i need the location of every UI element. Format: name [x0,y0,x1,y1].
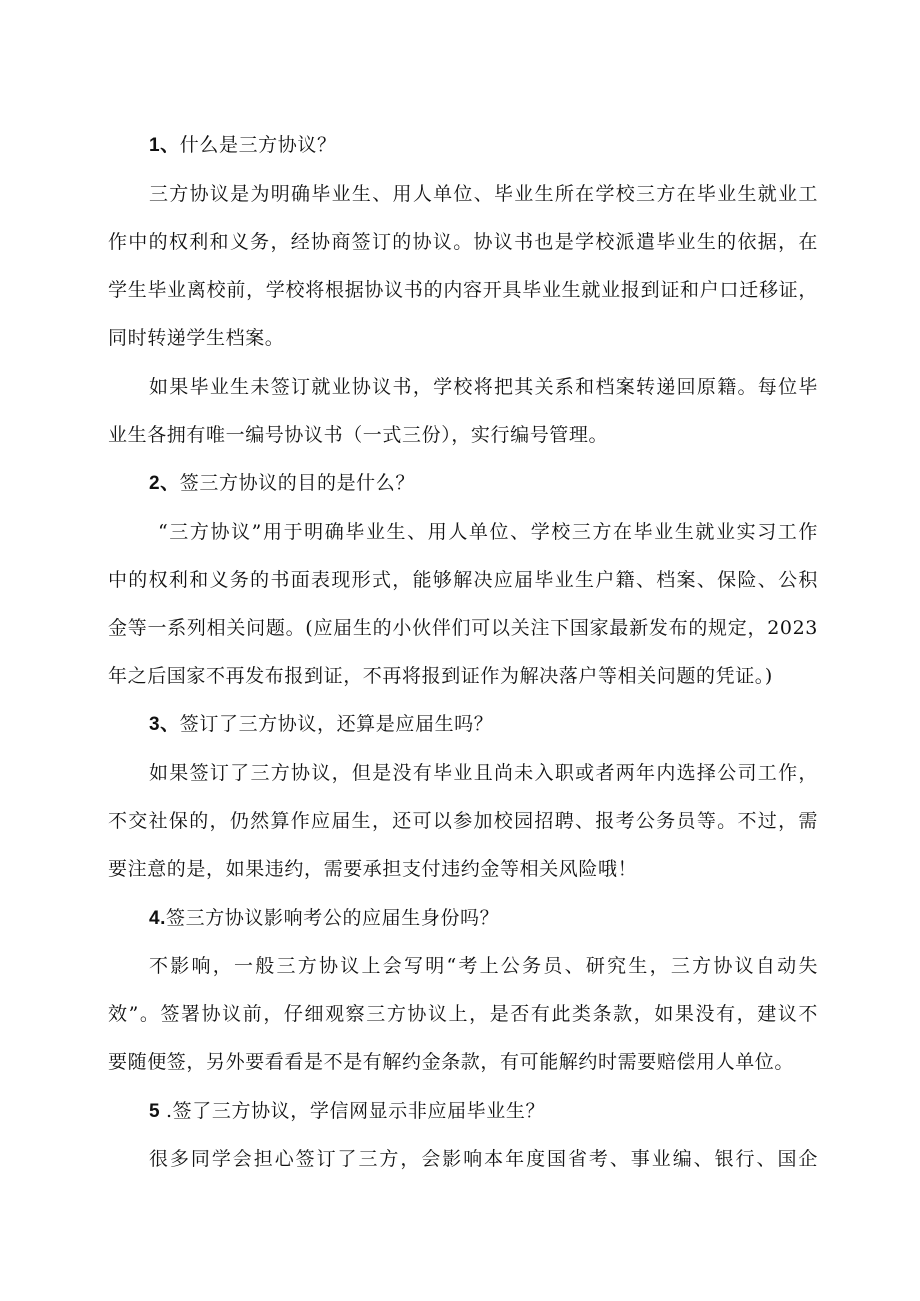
paragraph-line: 不影响，一般三方协议上会写明“考上公务员、研究生，三方协议自动失 [149,955,818,977]
paragraph-line: 业生各拥有唯一编号协议书（一式三份），实行编号管理。 [108,424,609,446]
paragraph-line: 金等一系列相关问题。(应届生的小伙伴们可以关注下国家最新发布的规定，2023 [108,617,818,639]
question-number: 3、 [149,714,180,735]
question-4-heading [149,906,859,931]
question-text: 签三方协议的目的是什么？ [179,472,415,494]
paragraph-line: 三方协议是为明确毕业生、用人单位、毕业生所在学校三方在毕业生就业工 [149,183,818,205]
paragraph-line: 同时转递学生档案。 [108,327,285,349]
paragraph-line: 效”。签署协议前，仔细观察三方协议上，是否有此类条款，如果没有，建议不 [108,1003,818,1025]
paragraph-line: 中的权利和义务的书面表现形式，能够解决应届毕业生户籍、档案、保险、公积 [108,569,818,591]
question-text: 什么是三方协议？ [179,134,337,156]
question-3-heading [149,712,859,737]
question-number: 5 [149,1101,167,1122]
paragraph-line: 如果毕业生未签订就业协议书，学校将把其关系和档案转递回原籍。每位毕 [149,376,818,398]
paragraph-line: 不交社保的，仍然算作应届生，还可以参加校园招聘、报考公务员等。不过，需 [108,810,818,832]
paragraph-line: 年之后国家不再发布报到证，不再将报到证作为解决落户等相关问题的凭证。) [108,665,773,687]
question-number: 4. [149,908,167,929]
paragraph-line: 作中的权利和义务，经协商签订的协议。协议书也是学校派遣毕业生的依据，在 [108,231,818,253]
question-text: 签三方协议影响考公的应届生身份吗？ [166,907,500,929]
question-2-heading [149,471,859,496]
question-number: 2、 [149,473,180,494]
paragraph-line: 很多同学会担心签订了三方，会影响本年度国省考、事业编、银行、国企 [149,1148,818,1170]
question-text: .签了三方协议，学信网显示非应届毕业生？ [166,1100,546,1122]
paragraph-line: 学生毕业离校前，学校将根据协议书的内容开具毕业生就业报到证和户口迁移证， [108,279,818,301]
question-1-heading [149,133,859,158]
question-5-heading [149,1099,859,1124]
paragraph-line: “三方协议”用于明确毕业生、用人单位、学校三方在毕业生就业实习工作 [158,521,818,543]
question-text: 签订了三方协议，还算是应届生吗？ [179,713,494,735]
question-number: 1、 [149,135,180,156]
paragraph-line: 要注意的是，如果违约，需要承担支付违约金等相关风险哦！ [108,858,638,880]
paragraph-line: 如果签订了三方协议，但是没有毕业且尚未入职或者两年内选择公司工作， [149,762,818,784]
paragraph-line: 要随便签，另外要看看是不是有解约金条款，有可能解约时需要赔偿用人单位。 [108,1051,795,1073]
